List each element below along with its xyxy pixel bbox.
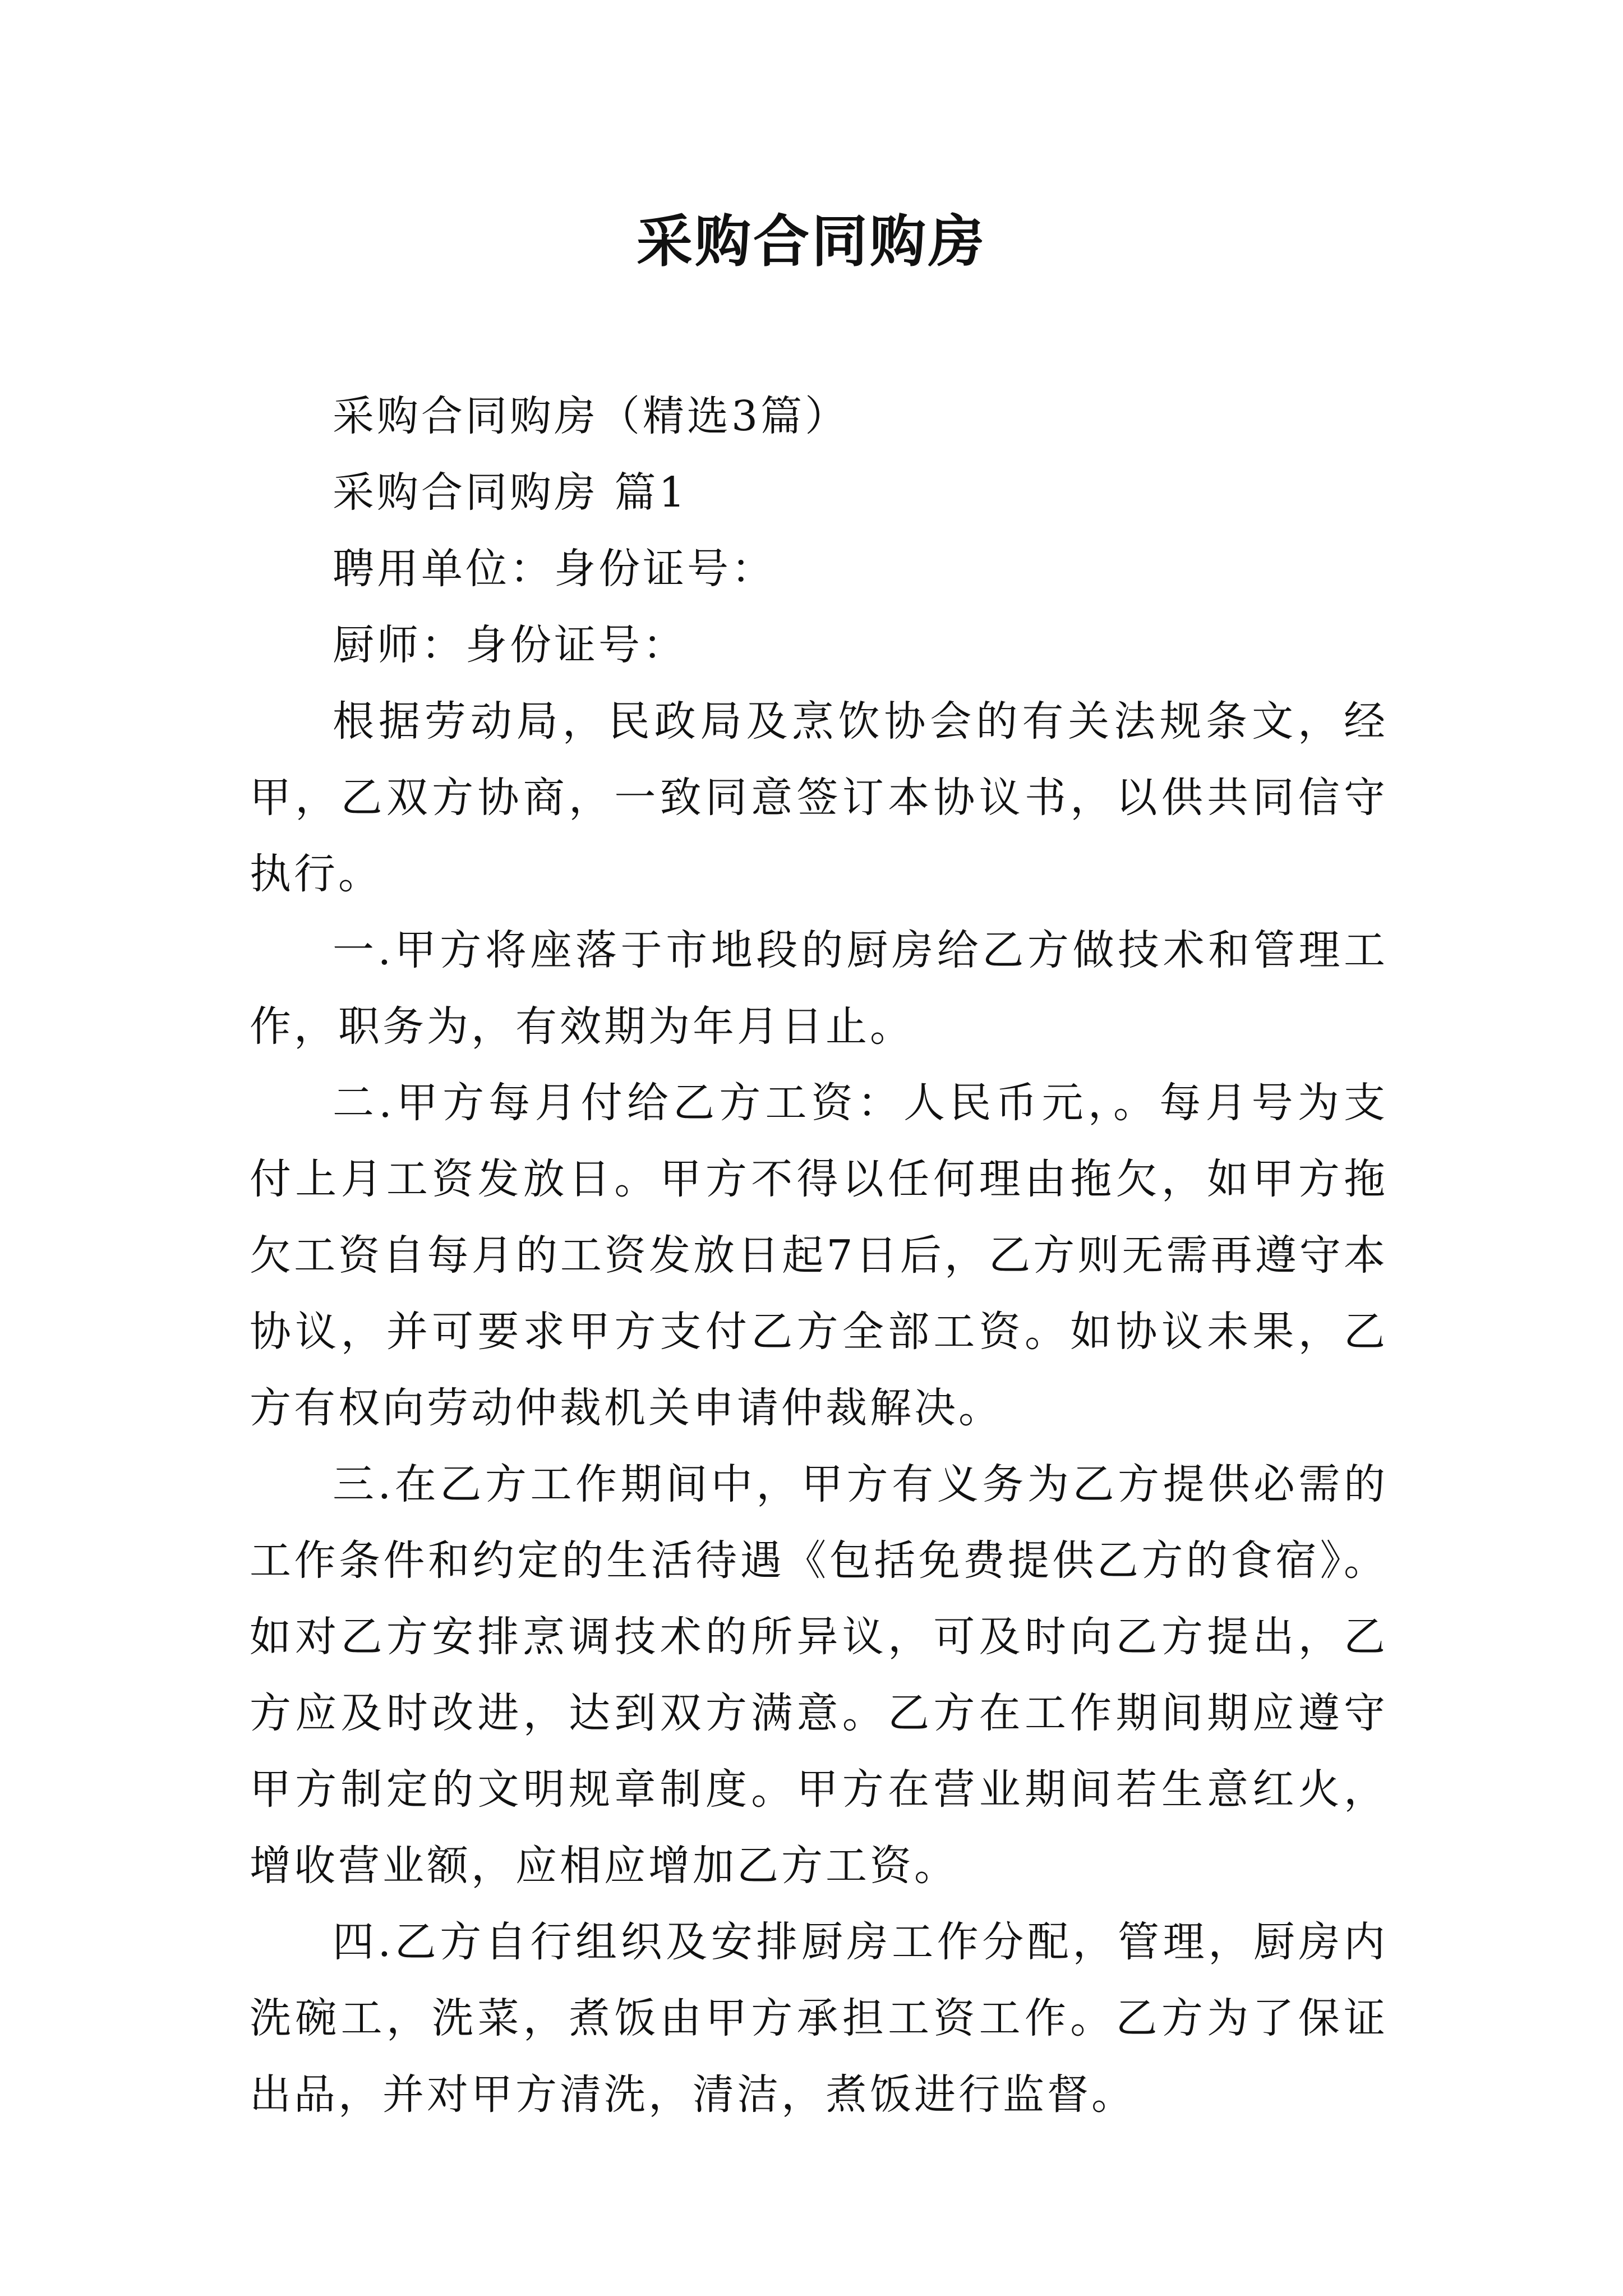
clause-2: 二.甲方每月付给乙方工资：人民币元，。每月号为支付上月工资发放日。甲方不得以任何理由拖欠，如甲方拖欠工资自每月的工资发放日起7日后，乙方则无需再遵守本协议，并可要求甲方支付乙方全部工资。如协议未果，乙方有权向劳动仲裁机关申请仲裁解决。 [250, 1079, 1388, 1432]
subtitle-selection: 采购合同购房（精选3篇） [333, 392, 850, 440]
clause-1: 一.甲方将座落于市地段的厨房给乙方做技术和管理工作，职务为，有效期为年月日止。 [250, 926, 1388, 1051]
document-body [250, 378, 1388, 2133]
clause-3: 三.在乙方工作期间中，甲方有义务为乙方提供必需的工作条件和约定的生活待遇《包括免费提供乙方的食宿》。如对乙方安排烹调技术的所异议，可及时向乙方提出，乙方应及时改进，达到双方满意。乙方在工作期间期应遵守甲方制定的文明规章制度。甲方在营业期间若生意红火，增收营业额，应相应增加乙方工资。 [250, 1460, 1388, 1890]
clause-4: 四.乙方自行组织及安排厨房工作分配，管理，厨房内洗碗工，洗菜，煮饭由甲方承担工资工作。乙方为了保证出品，并对甲方清洗，清洁，煮饭进行监督。 [250, 1918, 1388, 2119]
employer-id-line: 聘用单位：身份证号： [333, 545, 776, 593]
chef-id-line: 厨师：身份证号： [333, 621, 687, 669]
document-title: 采购合同购房 [637, 208, 986, 274]
preamble-paragraph: 根据劳动局，民政局及烹饮协会的有关法规条文，经甲，乙双方协商，一致同意签订本协议书，以供共同信守执行。 [250, 697, 1388, 898]
section-heading: 采购合同购房 篇1 [333, 468, 688, 517]
